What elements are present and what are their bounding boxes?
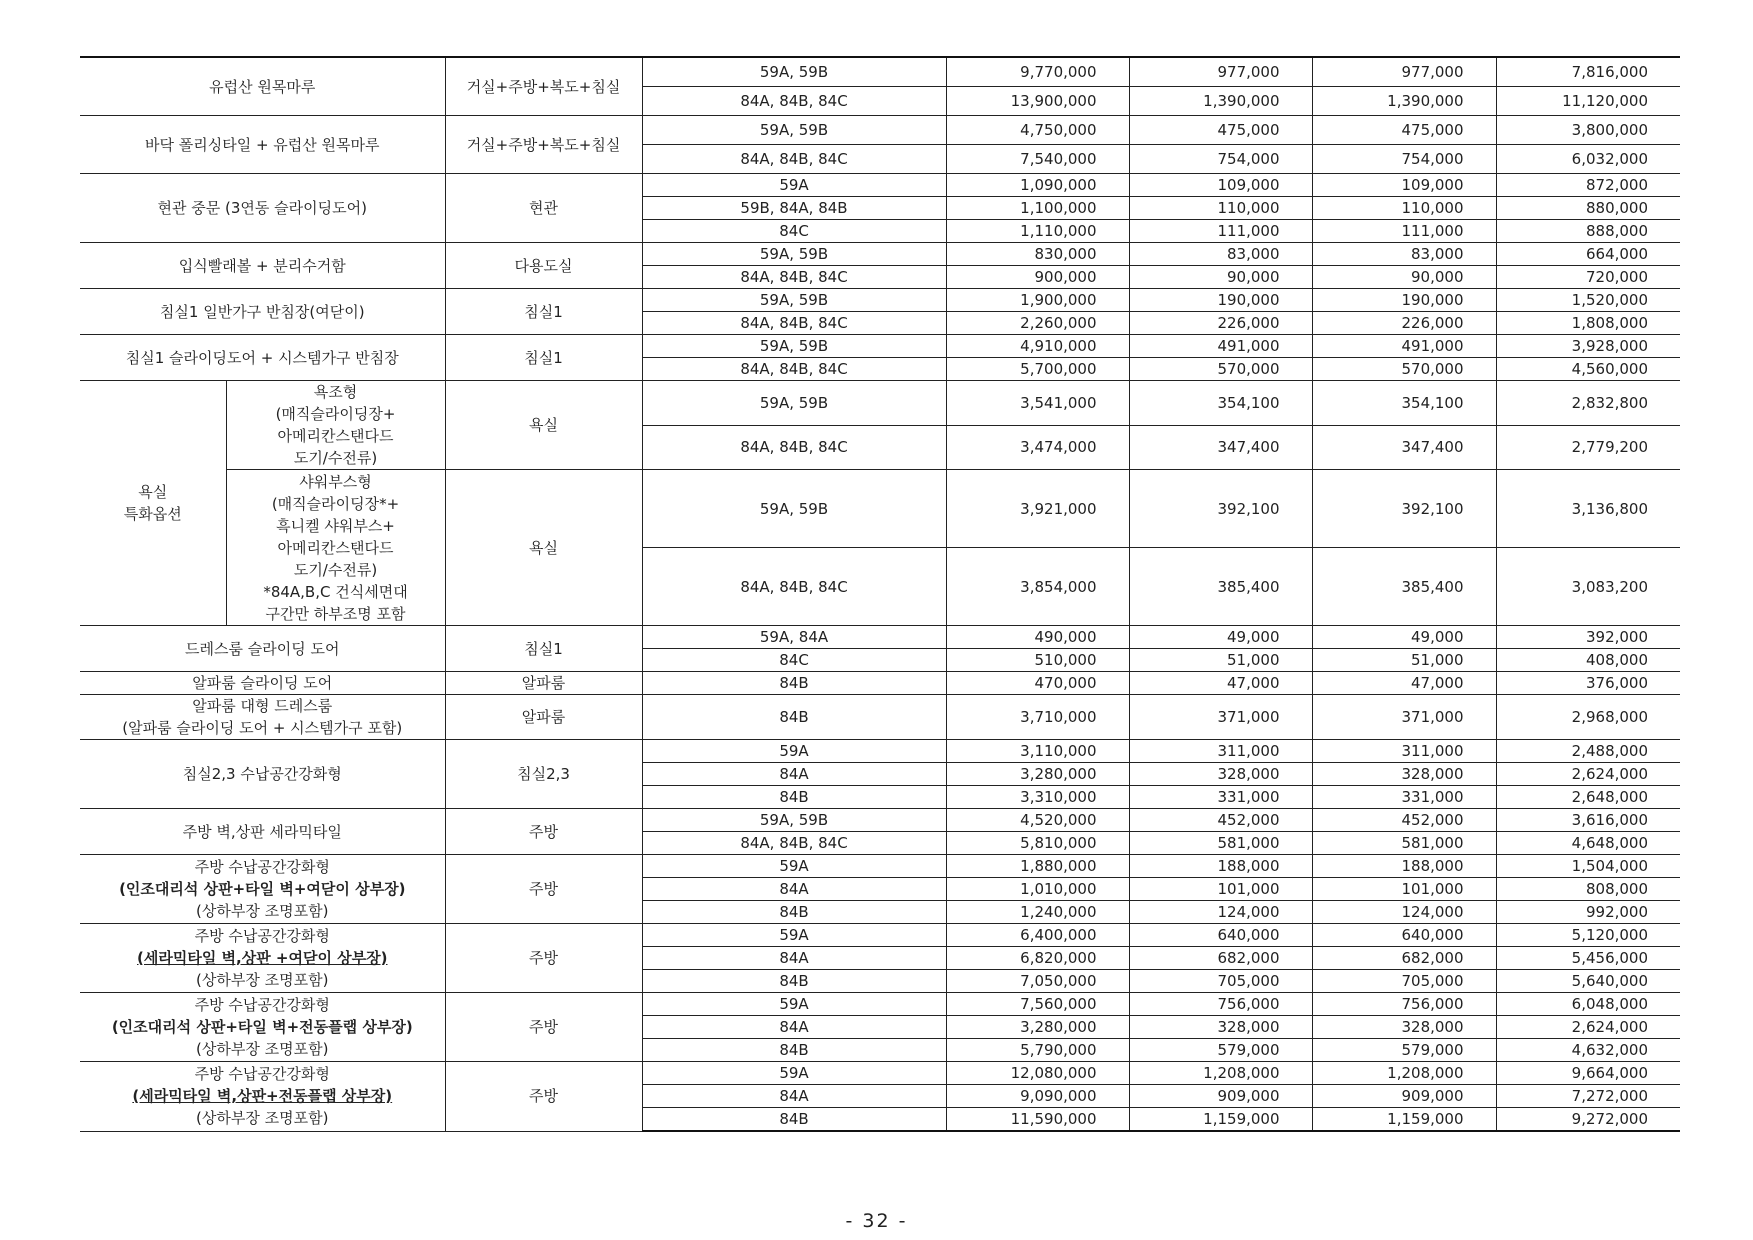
price-cell: 385,400 <box>1129 548 1312 626</box>
price-cell: 1,390,000 <box>1312 87 1496 116</box>
item-line: 알파룸 대형 드레스룸 <box>192 697 333 715</box>
table-row <box>80 993 1680 1016</box>
price-cell: 872,000 <box>1496 174 1680 197</box>
price-cell: 1,159,000 <box>1312 1108 1496 1132</box>
table-row <box>80 695 1680 740</box>
unit-type-cell: 84A, 84B, 84C <box>642 832 946 855</box>
price-cell: 888,000 <box>1496 220 1680 243</box>
price-cell: 3,928,000 <box>1496 335 1680 358</box>
price-cell: 2,648,000 <box>1496 786 1680 809</box>
price-cell: 3,921,000 <box>946 470 1129 548</box>
price-cell: 328,000 <box>1312 763 1496 786</box>
room-cell: 알파룸 <box>445 672 642 695</box>
option-item-cell: 주방 벽,상판 세라믹타일 <box>80 809 445 855</box>
price-cell: 510,000 <box>946 649 1129 672</box>
price-cell: 2,488,000 <box>1496 740 1680 763</box>
price-cell: 51,000 <box>1129 649 1312 672</box>
price-cell: 830,000 <box>946 243 1129 266</box>
price-cell: 2,832,800 <box>1496 381 1680 426</box>
price-cell: 3,616,000 <box>1496 809 1680 832</box>
table-row <box>80 116 1680 145</box>
price-cell: 5,456,000 <box>1496 947 1680 970</box>
table-row <box>80 470 1680 548</box>
price-cell: 470,000 <box>946 672 1129 695</box>
price-cell: 491,000 <box>1312 335 1496 358</box>
bath-sub-option-cell <box>226 470 445 626</box>
unit-type-cell: 84A, 84B, 84C <box>642 266 946 289</box>
unit-type-cell: 59A, 59B <box>642 116 946 145</box>
price-cell: 188,000 <box>1312 855 1496 878</box>
price-cell: 408,000 <box>1496 649 1680 672</box>
price-cell: 2,779,200 <box>1496 425 1680 470</box>
unit-type-cell: 84A, 84B, 84C <box>642 548 946 626</box>
price-cell: 110,000 <box>1312 197 1496 220</box>
unit-type-cell: 84C <box>642 220 946 243</box>
price-cell: 705,000 <box>1312 970 1496 993</box>
price-cell: 124,000 <box>1312 901 1496 924</box>
price-cell: 331,000 <box>1129 786 1312 809</box>
room-cell: 주방 <box>445 855 642 924</box>
unit-type-cell: 84A <box>642 947 946 970</box>
price-cell: 475,000 <box>1312 116 1496 145</box>
price-cell: 90,000 <box>1312 266 1496 289</box>
price-cell: 7,272,000 <box>1496 1085 1680 1108</box>
price-cell: 2,624,000 <box>1496 1016 1680 1039</box>
price-cell: 347,400 <box>1312 425 1496 470</box>
bath-group-label-cell <box>80 381 226 626</box>
price-cell: 13,900,000 <box>946 87 1129 116</box>
kitchen-spec-line: (세라믹타일 벽,상판 +여닫이 상부장) <box>137 949 388 967</box>
price-cell: 640,000 <box>1312 924 1496 947</box>
unit-type-cell: 84A <box>642 763 946 786</box>
price-cell: 491,000 <box>1129 335 1312 358</box>
price-cell: 11,120,000 <box>1496 87 1680 116</box>
price-cell: 3,136,800 <box>1496 470 1680 548</box>
unit-type-cell: 59A <box>642 924 946 947</box>
option-item-cell: 입식빨래볼 + 분리수거함 <box>80 243 445 289</box>
price-cell: 3,800,000 <box>1496 116 1680 145</box>
price-cell: 12,080,000 <box>946 1062 1129 1085</box>
sub-option-line: 욕조형 <box>313 383 358 401</box>
option-item-cell: 유럽산 원목마루 <box>80 57 445 116</box>
price-cell: 109,000 <box>1129 174 1312 197</box>
price-cell: 101,000 <box>1312 878 1496 901</box>
unit-type-cell: 84B <box>642 1039 946 1062</box>
price-cell: 3,280,000 <box>946 763 1129 786</box>
price-cell: 756,000 <box>1129 993 1312 1016</box>
room-cell: 주방 <box>445 924 642 993</box>
price-cell: 452,000 <box>1129 809 1312 832</box>
price-cell: 9,090,000 <box>946 1085 1129 1108</box>
price-cell: 90,000 <box>1129 266 1312 289</box>
price-cell: 111,000 <box>1312 220 1496 243</box>
price-cell: 756,000 <box>1312 993 1496 1016</box>
table-row <box>80 335 1680 358</box>
price-cell: 226,000 <box>1312 312 1496 335</box>
group-label-line: 특화옵션 <box>123 505 182 523</box>
price-cell: 328,000 <box>1312 1016 1496 1039</box>
price-cell: 3,310,000 <box>946 786 1129 809</box>
price-cell: 4,750,000 <box>946 116 1129 145</box>
price-cell: 1,880,000 <box>946 855 1129 878</box>
price-cell: 347,400 <box>1129 425 1312 470</box>
table-row <box>80 289 1680 312</box>
price-cell: 1,100,000 <box>946 197 1129 220</box>
unit-type-cell: 59A <box>642 993 946 1016</box>
price-cell: 190,000 <box>1312 289 1496 312</box>
price-cell: 1,208,000 <box>1312 1062 1496 1085</box>
price-cell: 311,000 <box>1129 740 1312 763</box>
price-cell: 1,520,000 <box>1496 289 1680 312</box>
group-label-line: 욕실 <box>138 483 168 501</box>
price-cell: 9,770,000 <box>946 57 1129 87</box>
unit-type-cell: 84B <box>642 970 946 993</box>
price-cell: 682,000 <box>1312 947 1496 970</box>
price-cell: 9,272,000 <box>1496 1108 1680 1132</box>
room-cell: 주방 <box>445 993 642 1062</box>
price-cell: 371,000 <box>1129 695 1312 740</box>
price-cell: 1,900,000 <box>946 289 1129 312</box>
unit-type-cell: 84A, 84B, 84C <box>642 87 946 116</box>
unit-type-cell: 84A, 84B, 84C <box>642 145 946 174</box>
price-cell: 4,648,000 <box>1496 832 1680 855</box>
room-cell: 주방 <box>445 1062 642 1132</box>
price-cell: 909,000 <box>1129 1085 1312 1108</box>
price-cell: 111,000 <box>1129 220 1312 243</box>
unit-type-cell: 59A <box>642 855 946 878</box>
price-cell: 371,000 <box>1312 695 1496 740</box>
price-cell: 579,000 <box>1312 1039 1496 1062</box>
price-cell: 4,560,000 <box>1496 358 1680 381</box>
room-cell: 다용도실 <box>445 243 642 289</box>
price-cell: 47,000 <box>1129 672 1312 695</box>
price-cell: 754,000 <box>1312 145 1496 174</box>
unit-type-cell: 59A <box>642 740 946 763</box>
price-cell: 7,050,000 <box>946 970 1129 993</box>
option-item-cell: 침실1 일반가구 반침장(여닫이) <box>80 289 445 335</box>
unit-type-cell: 59B, 84A, 84B <box>642 197 946 220</box>
kitchen-line: 주방 수납공간강화형 <box>194 858 330 876</box>
table-row <box>80 740 1680 763</box>
price-cell: 2,968,000 <box>1496 695 1680 740</box>
kitchen-option-cell <box>80 855 445 924</box>
price-cell: 570,000 <box>1129 358 1312 381</box>
option-item-cell <box>80 695 445 740</box>
sub-option-line: (매직슬라이딩장+ <box>275 405 396 423</box>
room-cell: 알파룸 <box>445 695 642 740</box>
page-number: - 32 - <box>845 1210 908 1232</box>
price-cell: 581,000 <box>1129 832 1312 855</box>
price-cell: 581,000 <box>1312 832 1496 855</box>
price-cell: 3,083,200 <box>1496 548 1680 626</box>
price-cell: 3,280,000 <box>946 1016 1129 1039</box>
price-cell: 331,000 <box>1312 786 1496 809</box>
price-cell: 5,810,000 <box>946 832 1129 855</box>
unit-type-cell: 84A <box>642 1085 946 1108</box>
unit-type-cell: 84B <box>642 1108 946 1132</box>
price-cell: 188,000 <box>1129 855 1312 878</box>
price-cell: 2,260,000 <box>946 312 1129 335</box>
price-cell: 452,000 <box>1312 809 1496 832</box>
price-cell: 3,474,000 <box>946 425 1129 470</box>
unit-type-cell: 59A, 59B <box>642 335 946 358</box>
kitchen-spec-line: (세라믹타일 벽,상판+전동플랩 상부장) <box>132 1087 393 1106</box>
price-cell: 4,910,000 <box>946 335 1129 358</box>
kitchen-spec-line: (인조대리석 상판+타일 벽+전동플랩 상부장) <box>111 1018 413 1036</box>
table-row <box>80 174 1680 197</box>
room-cell: 욕실 <box>445 381 642 470</box>
unit-type-cell: 84B <box>642 695 946 740</box>
price-cell: 392,100 <box>1312 470 1496 548</box>
unit-type-cell: 84A <box>642 878 946 901</box>
option-item-cell: 드레스룸 슬라이딩 도어 <box>80 626 445 672</box>
price-cell: 682,000 <box>1129 947 1312 970</box>
price-cell: 7,540,000 <box>946 145 1129 174</box>
price-cell: 1,110,000 <box>946 220 1129 243</box>
price-cell: 124,000 <box>1129 901 1312 924</box>
kitchen-note-line: (상하부장 조명포함) <box>196 971 329 989</box>
unit-type-cell: 84A, 84B, 84C <box>642 358 946 381</box>
price-cell: 3,110,000 <box>946 740 1129 763</box>
price-cell: 392,100 <box>1129 470 1312 548</box>
price-cell: 9,664,000 <box>1496 1062 1680 1085</box>
table-row <box>80 855 1680 878</box>
unit-type-cell: 84C <box>642 649 946 672</box>
price-cell: 5,790,000 <box>946 1039 1129 1062</box>
unit-type-cell: 59A, 84A <box>642 626 946 649</box>
table-row <box>80 381 1680 426</box>
unit-type-cell: 59A, 59B <box>642 470 946 548</box>
unit-type-cell: 84A <box>642 1016 946 1039</box>
bath-sub-option-cell <box>226 381 445 470</box>
price-cell: 1,808,000 <box>1496 312 1680 335</box>
unit-type-cell: 59A, 59B <box>642 57 946 87</box>
price-cell: 977,000 <box>1129 57 1312 87</box>
sub-option-line: (매직슬라이딩장*+ <box>271 494 400 513</box>
price-cell: 7,816,000 <box>1496 57 1680 87</box>
sub-option-line: 도기/수전류) <box>293 449 378 467</box>
kitchen-note-line: (상하부장 조명포함) <box>196 1109 329 1128</box>
price-cell: 1,010,000 <box>946 878 1129 901</box>
unit-type-cell: 84A, 84B, 84C <box>642 312 946 335</box>
room-cell: 욕실 <box>445 470 642 626</box>
kitchen-spec-line: (인조대리석 상판+타일 벽+여닫이 상부장) <box>119 880 406 898</box>
price-cell: 1,090,000 <box>946 174 1129 197</box>
price-cell: 992,000 <box>1496 901 1680 924</box>
unit-type-cell: 59A <box>642 174 946 197</box>
price-cell: 328,000 <box>1129 1016 1312 1039</box>
price-cell: 579,000 <box>1129 1039 1312 1062</box>
unit-type-cell: 84A, 84B, 84C <box>642 425 946 470</box>
price-cell: 354,100 <box>1312 381 1496 426</box>
table-row <box>80 809 1680 832</box>
price-cell: 354,100 <box>1129 381 1312 426</box>
price-cell: 5,640,000 <box>1496 970 1680 993</box>
price-cell: 385,400 <box>1312 548 1496 626</box>
price-cell: 720,000 <box>1496 266 1680 289</box>
room-cell: 침실1 <box>445 335 642 381</box>
price-cell: 977,000 <box>1312 57 1496 87</box>
room-cell: 침실1 <box>445 626 642 672</box>
room-cell: 침실1 <box>445 289 642 335</box>
price-cell: 900,000 <box>946 266 1129 289</box>
table-row <box>80 626 1680 649</box>
option-item-cell: 침실2,3 수납공간강화형 <box>80 740 445 809</box>
price-cell: 3,854,000 <box>946 548 1129 626</box>
sub-option-line: 샤워부스형 <box>299 472 372 491</box>
unit-type-cell: 59A, 59B <box>642 289 946 312</box>
sub-option-line: 흑니켈 샤워부스+ <box>276 516 395 535</box>
unit-type-cell: 59A <box>642 1062 946 1085</box>
price-cell: 5,700,000 <box>946 358 1129 381</box>
sub-option-line: 구간만 하부조명 포함 <box>265 604 406 623</box>
price-cell: 110,000 <box>1129 197 1312 220</box>
kitchen-option-cell <box>80 1062 445 1132</box>
table-row <box>80 672 1680 695</box>
unit-type-cell: 84B <box>642 786 946 809</box>
price-cell: 6,400,000 <box>946 924 1129 947</box>
price-cell: 1,240,000 <box>946 901 1129 924</box>
price-cell: 4,520,000 <box>946 809 1129 832</box>
price-cell: 226,000 <box>1129 312 1312 335</box>
price-cell: 6,032,000 <box>1496 145 1680 174</box>
table-row <box>80 57 1680 87</box>
price-cell: 11,590,000 <box>946 1108 1129 1132</box>
price-cell: 754,000 <box>1129 145 1312 174</box>
option-item-cell: 현관 중문 (3연동 슬라이딩도어) <box>80 174 445 243</box>
kitchen-line: 주방 수납공간강화형 <box>194 996 330 1014</box>
price-cell: 49,000 <box>1129 626 1312 649</box>
price-cell: 7,560,000 <box>946 993 1129 1016</box>
room-cell: 침실2,3 <box>445 740 642 809</box>
sub-option-line: 아메리칸스탠다드 <box>277 538 394 557</box>
price-cell: 6,820,000 <box>946 947 1129 970</box>
price-cell: 190,000 <box>1129 289 1312 312</box>
price-cell: 49,000 <box>1312 626 1496 649</box>
price-cell: 1,504,000 <box>1496 855 1680 878</box>
price-cell: 376,000 <box>1496 672 1680 695</box>
price-cell: 664,000 <box>1496 243 1680 266</box>
price-cell: 101,000 <box>1129 878 1312 901</box>
sub-option-line: 도기/수전류) <box>293 560 378 579</box>
price-cell: 880,000 <box>1496 197 1680 220</box>
price-cell: 705,000 <box>1129 970 1312 993</box>
kitchen-option-cell <box>80 924 445 993</box>
option-item-cell: 알파룸 슬라이딩 도어 <box>80 672 445 695</box>
price-cell: 909,000 <box>1312 1085 1496 1108</box>
kitchen-line: 주방 수납공간강화형 <box>194 1065 330 1084</box>
price-cell: 83,000 <box>1129 243 1312 266</box>
option-item-cell: 침실1 슬라이딩도어 + 시스템가구 반침장 <box>80 335 445 381</box>
room-cell: 현관 <box>445 174 642 243</box>
item-line: (알파룸 슬라이딩 도어 + 시스템가구 포함) <box>122 719 403 737</box>
kitchen-line: 주방 수납공간강화형 <box>194 927 330 945</box>
kitchen-option-cell <box>80 993 445 1062</box>
price-cell: 475,000 <box>1129 116 1312 145</box>
option-price-table <box>80 56 1680 1132</box>
kitchen-note-line: (상하부장 조명포함) <box>196 1040 329 1058</box>
price-cell: 1,390,000 <box>1129 87 1312 116</box>
price-cell: 490,000 <box>946 626 1129 649</box>
table-row <box>80 1062 1680 1085</box>
unit-type-cell: 59A, 59B <box>642 243 946 266</box>
price-cell: 1,208,000 <box>1129 1062 1312 1085</box>
sub-option-line: 아메리칸스탠다드 <box>277 427 394 445</box>
price-cell: 109,000 <box>1312 174 1496 197</box>
price-cell: 4,632,000 <box>1496 1039 1680 1062</box>
price-cell: 2,624,000 <box>1496 763 1680 786</box>
table-row <box>80 243 1680 266</box>
price-cell: 3,710,000 <box>946 695 1129 740</box>
price-cell: 83,000 <box>1312 243 1496 266</box>
price-cell: 311,000 <box>1312 740 1496 763</box>
unit-type-cell: 59A, 59B <box>642 381 946 426</box>
price-cell: 328,000 <box>1129 763 1312 786</box>
unit-type-cell: 84B <box>642 672 946 695</box>
price-cell: 47,000 <box>1312 672 1496 695</box>
price-cell: 5,120,000 <box>1496 924 1680 947</box>
sub-option-line: *84A,B,C 건식세면대 <box>263 582 408 601</box>
price-cell: 1,159,000 <box>1129 1108 1312 1132</box>
unit-type-cell: 84B <box>642 901 946 924</box>
unit-type-cell: 59A, 59B <box>642 809 946 832</box>
room-cell: 거실+주방+복도+침실 <box>445 57 642 116</box>
price-cell: 6,048,000 <box>1496 993 1680 1016</box>
price-cell: 570,000 <box>1312 358 1496 381</box>
table-row <box>80 924 1680 947</box>
price-cell: 392,000 <box>1496 626 1680 649</box>
room-cell: 거실+주방+복도+침실 <box>445 116 642 174</box>
price-cell: 808,000 <box>1496 878 1680 901</box>
room-cell: 주방 <box>445 809 642 855</box>
option-item-cell: 바닥 폴리싱타일 + 유럽산 원목마루 <box>80 116 445 174</box>
price-cell: 3,541,000 <box>946 381 1129 426</box>
kitchen-note-line: (상하부장 조명포함) <box>196 902 329 920</box>
price-cell: 51,000 <box>1312 649 1496 672</box>
price-cell: 640,000 <box>1129 924 1312 947</box>
